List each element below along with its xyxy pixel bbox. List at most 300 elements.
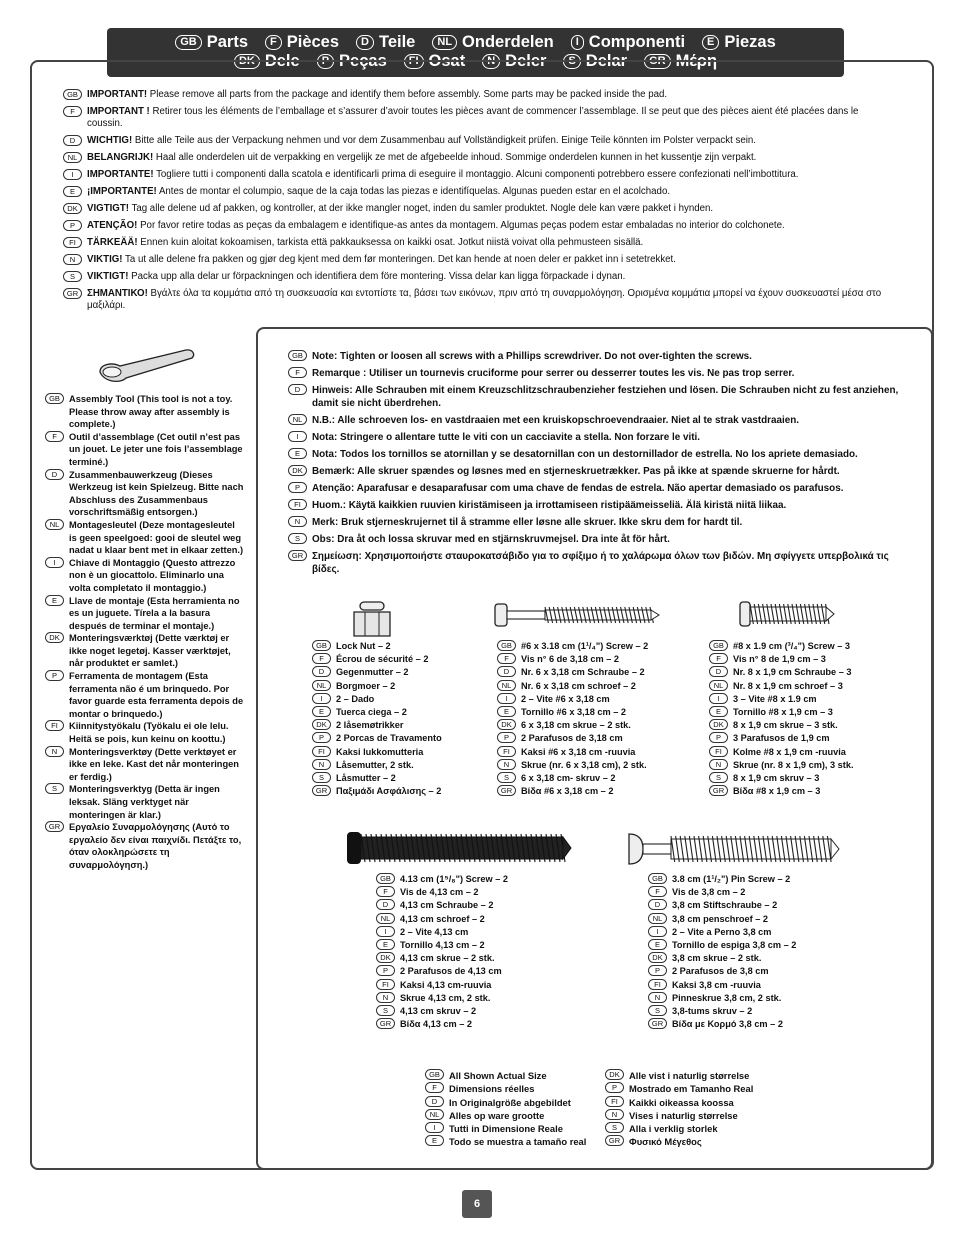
- important-item: [63, 220, 883, 232]
- list-item: [312, 732, 442, 745]
- language-code-badge: S: [648, 1005, 667, 1016]
- language-code-badge: D: [45, 469, 64, 480]
- list-item-text: 2 Parafusos de 3,8 cm: [672, 966, 769, 977]
- language-code-badge: D: [376, 899, 395, 910]
- important-text: [87, 89, 667, 101]
- list-item-text: 4,13 cm skruv – 2: [400, 1006, 477, 1017]
- list-item-text: 3,8 cm Stiftschraube – 2: [672, 900, 778, 911]
- lock-nut-list: [312, 640, 442, 798]
- list-item-text: 4,13 cm skrue – 2 stk.: [400, 953, 495, 964]
- language-code-badge: D: [497, 666, 516, 677]
- important-title: IMPORTANT!: [87, 89, 148, 100]
- list-item: [648, 926, 796, 939]
- list-item-text: 6 x 3,18 cm skrue – 2 stk.: [521, 720, 631, 731]
- list-item-text: Obs: Dra åt och lossa skruvar med en stjärnskruvmejsel. Dra inte åt för hårt.: [312, 534, 670, 545]
- language-code-badge: NL: [497, 680, 516, 691]
- header-item: [175, 33, 248, 52]
- list-item-text: Kolme #8 x 1,9 cm -ruuvia: [733, 746, 846, 757]
- header-item-label: Osat: [428, 52, 466, 70]
- important-notices: [63, 89, 883, 317]
- list-item: [709, 746, 854, 759]
- list-item-text: Kaksi #6 x 3,18 cm -ruuvia: [521, 746, 636, 757]
- important-item: [63, 254, 883, 266]
- language-code-badge: E: [648, 939, 667, 950]
- list-item: [45, 519, 245, 557]
- language-code-badge: N: [312, 759, 331, 770]
- list-item: [45, 746, 245, 784]
- language-code-badge: F: [265, 35, 282, 50]
- language-code-badge: E: [312, 706, 331, 717]
- list-item-text: Monteringsverktyg (Detta är ingen leksak. Släng verktyget när monteringen är klar.): [69, 784, 220, 820]
- language-code-badge: D: [648, 899, 667, 910]
- language-code-badge: E: [63, 186, 82, 197]
- list-item-text: Kaksi 3,8 cm -ruuvia: [672, 979, 761, 990]
- header-item-label: Μέρη: [675, 52, 718, 70]
- pin-screw-list: [648, 873, 796, 1031]
- important-item: [63, 152, 883, 164]
- list-item-text: Outil d’assemblage (Cet outil n’est pas un jouet. Le jeter une fois l’assemblage terminé.): [69, 431, 243, 467]
- list-item: [425, 1122, 586, 1135]
- list-item-text: All Shown Actual Size: [449, 1070, 547, 1081]
- language-code-badge: DK: [45, 632, 64, 643]
- language-code-badge: P: [288, 482, 307, 493]
- screw-notes: [288, 350, 908, 580]
- list-item: [288, 448, 908, 461]
- language-code-badge: DK: [709, 719, 728, 730]
- list-item-text: 3,8-tums skruv – 2: [672, 1006, 753, 1017]
- list-item-text: 4,13 cm schroef – 2: [400, 913, 485, 924]
- important-text: [87, 186, 670, 198]
- list-item-text: Bemærk: Alle skruer spændes og løsnes med en stjerneskruetrækker. Pas på ikke at spænde skruerne for hårdt.: [312, 466, 840, 477]
- language-code-badge: I: [497, 693, 516, 704]
- list-item-text: 8 x 1,9 cm skrue – 3 stk.: [733, 720, 838, 731]
- language-code-badge: N: [63, 254, 82, 265]
- important-text: [87, 135, 756, 147]
- list-item: [288, 482, 908, 495]
- language-code-badge: GR: [709, 785, 728, 796]
- language-code-badge: F: [376, 886, 395, 897]
- language-code-badge: N: [605, 1109, 624, 1120]
- list-item-text: Huom.: Käytä kaikkien ruuvien kiristämiseen ja irrottamiseen ristipäämeisseliä. Älä kiristä niitä liikaa.: [312, 500, 787, 511]
- important-item: [63, 237, 883, 249]
- language-code-badge: DK: [234, 54, 260, 69]
- list-item: [312, 640, 442, 653]
- list-item: [312, 693, 442, 706]
- language-code-badge: DK: [605, 1069, 624, 1080]
- language-code-badge: FI: [45, 720, 64, 731]
- header-item: [571, 33, 685, 52]
- list-item: [45, 632, 245, 670]
- language-code-badge: N: [709, 759, 728, 770]
- language-code-badge: I: [376, 926, 395, 937]
- list-item-text: Llave de montaje (Esta herramienta no es un juguete. Tírela a la basura después de terminar el montaje.): [69, 595, 240, 631]
- list-item-text: Monteringsverktøy (Dette verktøyet er ikke en leke. Kast det når monteringen er ferdig.): [69, 746, 239, 782]
- list-item: [45, 431, 245, 469]
- list-item-text: Nr. 6 x 3,18 cm schroef – 2: [521, 680, 636, 691]
- list-item: [497, 785, 648, 798]
- list-item-text: 8 x 1,9 cm skruv – 3: [733, 773, 820, 784]
- actual-size-note-left: [425, 1069, 586, 1149]
- list-item: [709, 666, 854, 679]
- list-item-text: Σημείωση: Χρησιμοποιήστε σταυροκατσάβιδο για το σφίξιμο ή το χαλάρωμα όλων των βιδών. Μη σφίγγετε υπερβολικά τις βίδες.: [312, 551, 889, 575]
- language-code-badge: P: [312, 732, 331, 743]
- language-code-badge: GR: [648, 1018, 667, 1029]
- language-code-badge: F: [648, 886, 667, 897]
- list-item: [312, 759, 442, 772]
- language-code-badge: GB: [312, 640, 331, 651]
- assembly-tool-illustration: [92, 346, 202, 388]
- list-item: [312, 666, 442, 679]
- list-item: [497, 772, 648, 785]
- header-item: [265, 33, 339, 52]
- header-item: [702, 33, 776, 52]
- list-item: [425, 1082, 586, 1095]
- language-code-badge: I: [288, 431, 307, 442]
- list-item-text: Nr. 8 x 1,9 cm schroef – 3: [733, 680, 843, 691]
- important-body: Retirer tous les éléments de l’emballage et s’assurer d’avoir toutes les pièces avant de commencer l’assemblage. Il se peut que des pièces aient été placées dans le coussin.: [87, 106, 859, 129]
- list-item: [709, 785, 854, 798]
- language-code-badge: N: [497, 759, 516, 770]
- list-item: [376, 1018, 508, 1031]
- list-item: [497, 680, 648, 693]
- list-item: [376, 952, 508, 965]
- language-code-badge: E: [425, 1135, 444, 1146]
- list-item: [45, 720, 245, 745]
- list-item: [425, 1135, 586, 1148]
- important-body: Packa upp alla delar ur förpackningen och identifiera dem före montering. Vissa delar kan ligga förpackade i dynan.: [128, 271, 626, 282]
- list-item: [605, 1082, 753, 1095]
- list-item-text: Εργαλείο Συναρμολόγησης (Αυτό το εργαλείο δεν είναι παιχνίδι. Πετάξτε το, όταν ολοκληρώσετε τη συναρμολόγηση.): [69, 822, 242, 870]
- list-item-text: Alle vist i naturlig størrelse: [629, 1070, 750, 1081]
- list-item: [312, 653, 442, 666]
- language-code-badge: F: [497, 653, 516, 664]
- list-item-text: Remarque : Utiliser un tournevis cruciforme pour serrer ou desserrer toutes les vis. Ne pas trop serrer.: [312, 368, 795, 379]
- list-item: [425, 1096, 586, 1109]
- language-code-badge: GB: [63, 89, 82, 100]
- screw-413-list: [376, 873, 508, 1031]
- list-item: [45, 783, 245, 821]
- important-body: Please remove all parts from the package and identify them before assembly. Some parts may be packed inside the pad.: [147, 89, 668, 100]
- language-code-badge: F: [425, 1082, 444, 1093]
- language-code-badge: P: [648, 965, 667, 976]
- list-item-text: 3 Parafusos de 1,9 cm: [733, 733, 830, 744]
- language-code-badge: S: [605, 1122, 624, 1133]
- important-text: [87, 271, 625, 283]
- header-item-label: Peças: [339, 52, 387, 70]
- list-item-text: Monteringsværktøj (Dette værktøj er ikke noget legetøj. Kasser værktøjet, når produktet er samlet.): [69, 633, 231, 669]
- list-item-text: 2 – Vite 4,13 cm: [400, 926, 469, 937]
- list-item-text: Βίδα #8 x 1,9 cm – 3: [733, 786, 821, 797]
- list-item: [648, 979, 796, 992]
- list-item-text: Nota: Stringere o allentare tutte le viti con un cacciavite a stella. Non forzare le viti.: [312, 432, 700, 443]
- list-item: [376, 939, 508, 952]
- list-item-text: Merk: Bruk stjerneskrujernet til å stramme eller løsne alle skruer. Ikke skru dem for hardt til.: [312, 517, 743, 528]
- list-item-text: Tornillo 4,13 cm – 2: [400, 940, 485, 951]
- language-code-badge: D: [288, 384, 307, 395]
- language-code-badge: DK: [376, 952, 395, 963]
- list-item-text: Βίδα #6 x 3,18 cm – 2: [521, 786, 614, 797]
- list-item-text: 2 – Dado: [336, 693, 375, 704]
- list-item-text: Nr. 8 x 1,9 cm Schraube – 3: [733, 667, 852, 678]
- important-title: VIGTIGT!: [87, 203, 129, 214]
- language-code-badge: D: [312, 666, 331, 677]
- list-item-text: Pinneskrue 3,8 cm, 2 stk.: [672, 992, 782, 1003]
- list-item: [497, 693, 648, 706]
- list-item-text: Dimensions réelles: [449, 1083, 535, 1095]
- important-body: Tag alle delene ud af pakken, og kontroller, at der ikke mangler noget, inden du samler produktet. Nogle dele kan være pakket i hynden.: [128, 203, 714, 214]
- language-code-badge: P: [45, 670, 64, 681]
- important-body: Ennen kuin aloitat kokoamisen, tarkista että pakkauksessa on kaikki osat. Jotkut niistä voivat olla pehmusteen sisällä.: [137, 237, 644, 248]
- language-code-badge: I: [45, 557, 64, 568]
- list-item-text: Mostrado em Tamanho Real: [629, 1083, 754, 1095]
- list-item: [288, 533, 908, 546]
- language-code-badge: GR: [605, 1135, 624, 1146]
- list-item: [605, 1096, 753, 1109]
- list-item-text: Tuerca ciega – 2: [336, 707, 407, 718]
- important-title: ΣΗΜΑΝΤΙΚΟ!: [87, 288, 148, 299]
- assembly-tool-list: [45, 393, 245, 872]
- list-item: [376, 913, 508, 926]
- language-code-badge: N: [288, 516, 307, 527]
- important-title: ¡IMPORTANTE!: [87, 186, 157, 197]
- language-code-badge: FI: [605, 1096, 624, 1107]
- language-code-badge: I: [312, 693, 331, 704]
- language-code-badge: DK: [288, 465, 307, 476]
- language-code-badge: GR: [497, 785, 516, 796]
- language-code-badge: FI: [63, 237, 82, 248]
- list-item: [497, 719, 648, 732]
- list-item-text: Lock Nut – 2: [336, 641, 391, 651]
- language-code-badge: GB: [497, 640, 516, 651]
- important-title: WICHTIG!: [87, 135, 133, 146]
- list-item: [376, 979, 508, 992]
- list-item-text: 3,8 cm penschroef – 2: [672, 913, 769, 924]
- important-item: [63, 203, 883, 215]
- list-item: [376, 886, 508, 899]
- language-code-badge: F: [63, 106, 82, 117]
- list-item-text: Βίδα με Κορμό 3,8 cm – 2: [672, 1019, 783, 1030]
- list-item: [709, 640, 854, 653]
- list-item-text: Vis de 3,8 cm – 2: [672, 887, 746, 898]
- list-item: [376, 926, 508, 939]
- important-body: Antes de montar el columpio, saque de la caja todas las piezas e identifíquelas. Algunas pueden estar en el acolchado.: [156, 186, 671, 197]
- list-item-text: #8 x 1.9 cm (³/₄") Screw – 3: [733, 641, 851, 651]
- header-item-label: Dele: [264, 52, 300, 70]
- list-item: [648, 913, 796, 926]
- language-code-badge: FI: [312, 746, 331, 757]
- language-code-badge: F: [288, 367, 307, 378]
- language-code-badge: GB: [175, 35, 202, 50]
- important-body: Togliere tutti i componenti dalla scatola e identificarli prima di eseguire il montaggio. Alcuni componenti potrebbero essere confezionati nell’imbottitura.: [153, 169, 799, 180]
- list-item: [648, 886, 796, 899]
- list-item: [288, 465, 908, 478]
- language-code-badge: NL: [376, 913, 395, 924]
- list-item: [648, 1018, 796, 1031]
- important-text: [87, 106, 883, 130]
- list-item-text: Kaksi 4,13 cm-ruuvia: [400, 979, 492, 990]
- language-code-badge: S: [45, 783, 64, 794]
- list-item: [288, 516, 908, 529]
- list-item-text: Skrue 4,13 cm, 2 stk.: [400, 992, 491, 1003]
- language-code-badge: P: [63, 220, 82, 231]
- list-item-text: Kaikki oikeassa koossa: [629, 1096, 734, 1108]
- important-text: [87, 288, 883, 312]
- list-item: [648, 952, 796, 965]
- list-item: [497, 666, 648, 679]
- list-item-text: Kaksi lukkomutteria: [336, 746, 424, 757]
- header-item-label: Teile: [378, 33, 416, 51]
- language-code-badge: FI: [376, 979, 395, 990]
- list-item: [648, 992, 796, 1005]
- list-item-text: Skrue (nr. 8 x 1,9 cm), 3 stk.: [733, 759, 854, 770]
- language-code-badge: S: [497, 772, 516, 783]
- list-item: [425, 1069, 586, 1082]
- list-item: [312, 772, 442, 785]
- list-item-text: 2 Porcas de Travamento: [336, 733, 442, 744]
- language-code-badge: GB: [376, 873, 395, 884]
- list-item: [709, 706, 854, 719]
- list-item: [312, 719, 442, 732]
- important-body: Βγάλτε όλα τα κομμάτια από τη συσκευασία και εντοπίστε τα, βάσει των εικόνων, πριν από τη συναρμολόγηση. Ορισμένα κομμάτια μπορεί να έχουν συσκευαστεί μέσα στο μαξιλάρι.: [87, 288, 882, 311]
- screw-19-illustration: [738, 600, 838, 628]
- list-item: [605, 1122, 753, 1135]
- important-item: [63, 288, 883, 312]
- list-item-text: Παξιμάδι Ασφάλισης – 2: [336, 786, 442, 797]
- important-item: [63, 271, 883, 283]
- list-item: [376, 1005, 508, 1018]
- important-title: IMPORTANTE!: [87, 169, 154, 180]
- language-code-badge: NL: [425, 1109, 444, 1120]
- list-item-text: Hinweis: Alle Schrauben mit einem Kreuzschlitzschraubenzieher festziehen und lösen. Die Schrauben nicht zu fest anziehen, damit sie nicht überdrehen.: [312, 385, 899, 409]
- list-item: [312, 680, 442, 693]
- header-item-label: Piezas: [724, 33, 776, 51]
- language-code-badge: D: [425, 1096, 444, 1107]
- header-item-label: Componenti: [588, 33, 686, 51]
- list-item-text: N.B.: Alle schroeven los- en vastdraaien met een kruiskopschroevendraaier. Niet al te strak vastdraaien.: [312, 415, 800, 426]
- language-code-badge: F: [45, 431, 64, 442]
- pin-screw-illustration: [625, 832, 845, 866]
- list-item-text: Låsmutter – 2: [336, 773, 396, 784]
- header-item-label: Parts: [206, 33, 248, 51]
- list-item-text: Vis n° 6 de 3,18 cm – 2: [521, 654, 619, 665]
- list-item-text: Atenção: Aparafusar e desaparafusar com uma chave de fendas de estrela. Não apertar demasiado os parafusos.: [312, 483, 844, 494]
- actual-size-note-right: [605, 1069, 753, 1149]
- list-item: [497, 759, 648, 772]
- important-title: BELANGRIJK!: [87, 152, 154, 163]
- list-item: [709, 772, 854, 785]
- header-item: [356, 33, 415, 52]
- language-code-badge: NL: [312, 680, 331, 691]
- list-item-text: Tornillo de espiga 3,8 cm – 2: [672, 940, 797, 951]
- language-code-badge: GB: [45, 393, 64, 404]
- language-code-badge: F: [312, 653, 331, 664]
- language-code-badge: D: [709, 666, 728, 677]
- list-item: [497, 653, 648, 666]
- important-title: ATENÇÃO!: [87, 220, 138, 231]
- list-item: [376, 965, 508, 978]
- list-item: [497, 732, 648, 745]
- header-item: [432, 33, 553, 52]
- list-item-text: Kiinnitystyökalu (Työkalu ei ole lelu. Heitä se pois, kun keinu on koottu.): [69, 721, 229, 745]
- list-item-text: Zusammenbauwerkzeug (Dieses Werkzeug ist kein Spielzeug. Bitte nach Abschluss des Zusammenbaus vorschriftsmäßig entsorgen.): [69, 469, 244, 518]
- list-item: [497, 706, 648, 719]
- language-code-badge: FI: [648, 979, 667, 990]
- list-item-text: Βίδα 4,13 cm – 2: [400, 1019, 472, 1030]
- language-code-badge: S: [312, 772, 331, 783]
- list-item-text: Écrou de sécurité – 2: [336, 654, 429, 665]
- list-item-text: Vis n° 8 de 1,9 cm – 3: [733, 654, 826, 665]
- language-code-badge: GR: [63, 288, 82, 299]
- language-code-badge: DK: [312, 719, 331, 730]
- language-code-badge: N: [482, 54, 500, 69]
- list-item-text: Skrue (nr. 6 x 3,18 cm), 2 stk.: [521, 759, 647, 770]
- important-body: Ta ut alle delene fra pakken og gjør deg kjent med dem før monteringen. Det kan hende at noen deler er pakket inn i setetrekket.: [122, 254, 676, 265]
- language-code-badge: GR: [45, 821, 64, 832]
- lock-nut-illustration: [350, 600, 394, 640]
- list-item: [45, 557, 245, 595]
- language-code-badge: N: [45, 746, 64, 757]
- list-item-text: 2 Parafusos de 3,18 cm: [521, 733, 623, 744]
- list-item-text: Alla i verklig storlek: [629, 1123, 718, 1135]
- list-item-text: Tornillo #6 x 3,18 cm – 2: [521, 707, 627, 718]
- page-number: 6: [462, 1190, 492, 1218]
- screw-19-list: [709, 640, 854, 798]
- list-item: [605, 1109, 753, 1122]
- language-code-badge: S: [376, 1005, 395, 1016]
- list-item-text: 3 – Vite #8 x 1.9 cm: [733, 693, 817, 704]
- list-item: [376, 873, 508, 886]
- list-item: [45, 821, 245, 871]
- list-item: [288, 384, 908, 410]
- list-item-text: Nr. 6 x 3,18 cm Schraube – 2: [521, 667, 645, 678]
- language-code-badge: S: [288, 533, 307, 544]
- list-item: [709, 653, 854, 666]
- list-item-text: 2 låsemøtrikker: [336, 720, 404, 731]
- language-code-badge: GB: [709, 640, 728, 651]
- important-text: [87, 237, 643, 249]
- header-item-label: Delar: [585, 52, 628, 70]
- list-item-text: Alles op ware grootte: [449, 1109, 545, 1121]
- important-text: [87, 254, 676, 266]
- list-item-text: Vises i naturlig størrelse: [629, 1109, 738, 1121]
- list-item-text: 2 Parafusos de 4,13 cm: [400, 966, 502, 977]
- language-code-badge: NL: [288, 414, 307, 425]
- language-code-badge: NL: [45, 519, 64, 530]
- important-text: [87, 220, 785, 232]
- header-item-label: Onderdelen: [462, 33, 554, 51]
- list-item: [648, 965, 796, 978]
- list-item-text: 6 x 3,18 cm- skruv – 2: [521, 773, 616, 784]
- list-item-text: Vis de 4,13 cm – 2: [400, 887, 479, 898]
- language-code-badge: N: [376, 992, 395, 1003]
- important-body: Haal alle onderdelen uit de verpakking en vergelijk ze met de afgebeelde inhoud. Sommige onderdelen kunnen in het kussentje zijn verpakt.: [153, 152, 757, 163]
- important-item: [63, 89, 883, 101]
- list-item-text: 4.13 cm (1⁵/₈") Screw – 2: [400, 874, 508, 884]
- language-code-badge: S: [63, 271, 82, 282]
- language-code-badge: D: [63, 135, 82, 146]
- language-code-badge: GR: [312, 785, 331, 796]
- important-body: Por favor retire todas as peças da embalagem e identifique-as antes da montagem. Algumas peças podem estar embaladas no interior do colchonete.: [137, 220, 785, 231]
- list-item-text: Ferramenta de montagem (Esta ferramenta não é um brinquedo. Por favor guarde esta ferramenta depois de montar o brinquedo.): [69, 671, 244, 719]
- language-code-badge: E: [709, 706, 728, 717]
- important-title: IMPORTANT !: [87, 106, 150, 117]
- language-code-badge: D: [356, 35, 374, 50]
- list-item: [45, 393, 245, 431]
- list-item-text: Låsemutter, 2 stk.: [336, 759, 414, 770]
- list-item: [45, 595, 245, 633]
- language-code-badge: I: [63, 169, 82, 180]
- language-code-badge: P: [497, 732, 516, 743]
